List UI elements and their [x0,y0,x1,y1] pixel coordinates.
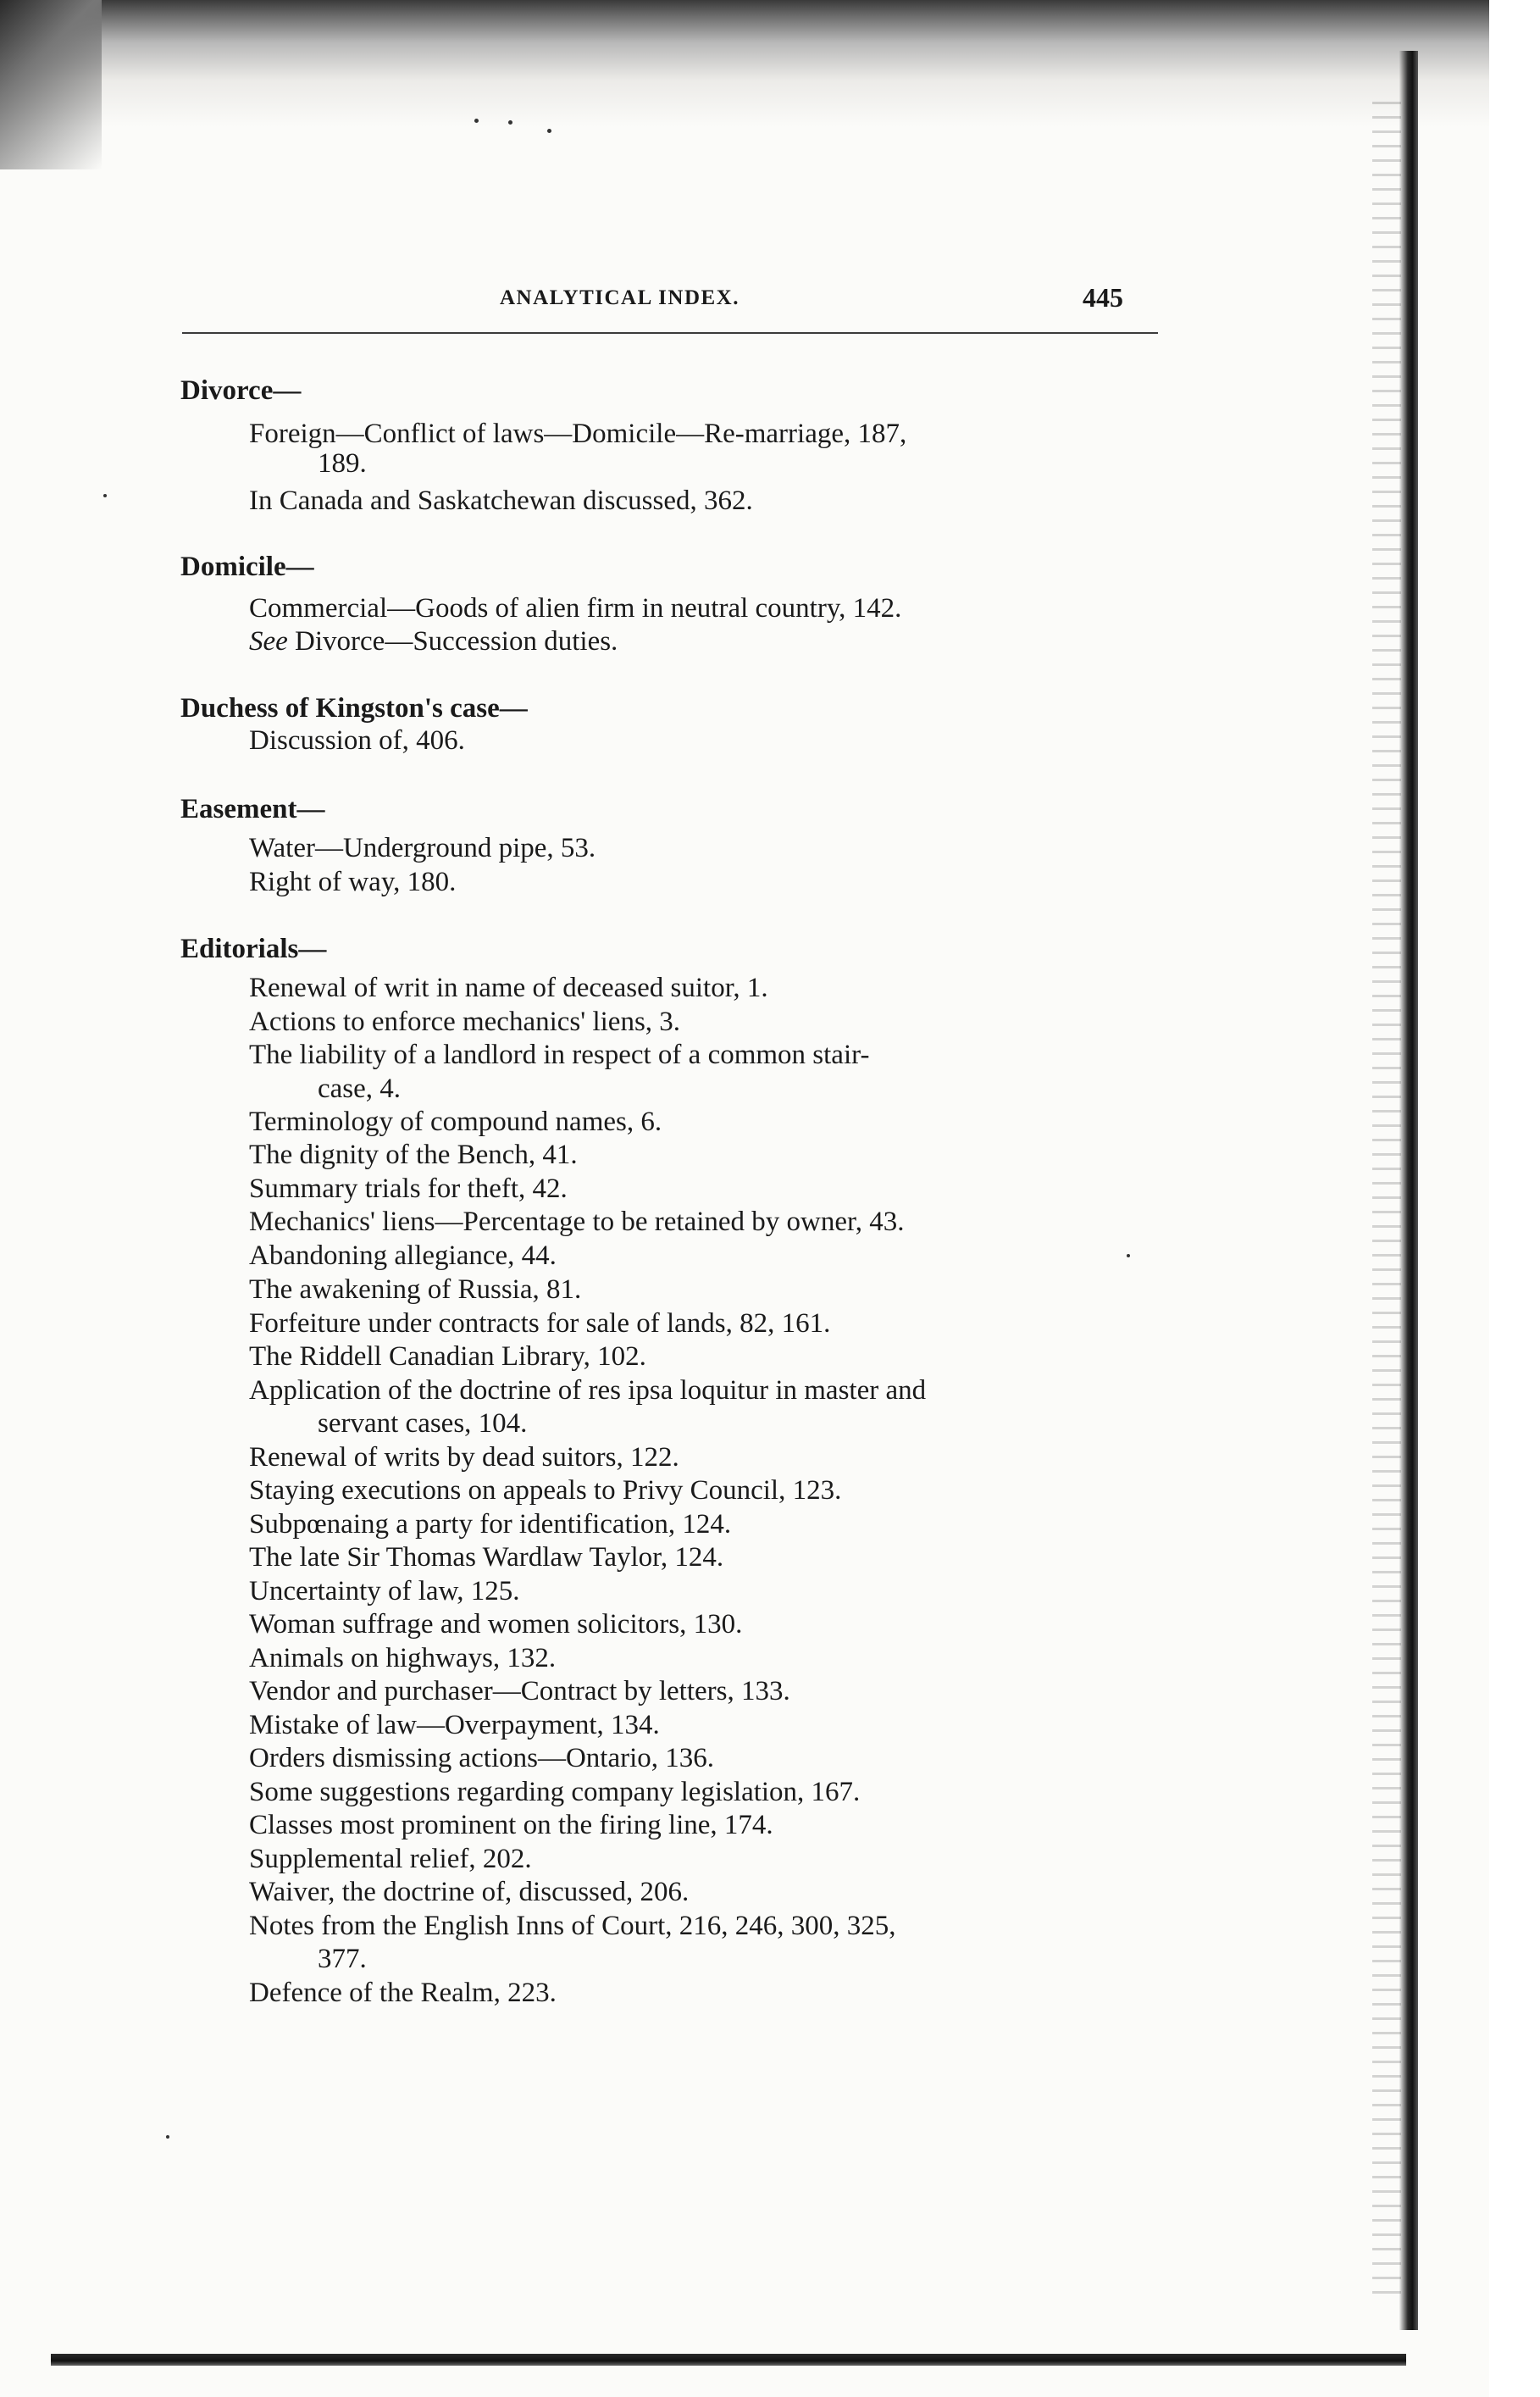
index-line: Subpœnaing a party for identification, 124. [249,1509,732,1540]
index-line: The late Sir Thomas Wardlaw Taylor, 124. [249,1542,724,1573]
index-heading-domicile: Domicile— [180,552,314,582]
scan-dust [1127,1254,1130,1257]
index-line: Abandoning allegiance, 44. [249,1240,557,1271]
index-line: Foreign—Conflict of laws—Domicile—Re-marriage, 187, [249,419,907,449]
index-line: Woman suffrage and women solicitors, 130. [249,1609,743,1640]
index-line: Uncertainty of law, 125. [249,1576,520,1606]
scan-dust [166,2135,169,2139]
index-line-see-also [249,628,618,656]
index-line: 377. [318,1944,367,1974]
index-heading-duchess-of-kingstons-case: Duchess of Kingston's case— [180,693,528,724]
index-line: Renewal of writs by dead suitors, 122. [249,1442,679,1473]
index-line: Animals on highways, 132. [249,1643,557,1673]
index-line: Application of the doctrine of res ipsa loquitur in master and [249,1375,927,1406]
index-line: Water—Underground pipe, 53. [249,833,596,863]
index-line: Right of way, 180. [249,867,457,897]
index-line: servant cases, 104. [318,1408,528,1439]
index-line: Classes most prominent on the firing line, 174. [249,1810,773,1840]
scan-speckle-right [1372,102,1401,2305]
index-line: case, 4. [318,1074,402,1104]
index-line: The dignity of the Bench, 41. [249,1140,578,1170]
scan-shadow-bottom [51,2354,1406,2366]
index-line: Supplemental relief, 202. [249,1844,532,1874]
index-line: In Canada and Saskatchewan discussed, 362. [249,486,753,516]
scan-dust [508,120,512,125]
header-rule [182,332,1158,334]
page-number: 445 [1083,282,1123,313]
scan-dust [103,494,107,497]
index-line: Mistake of law—Overpayment, 134. [249,1710,660,1740]
see-label: See [249,626,288,657]
scan-shadow-right [1399,51,1418,2330]
index-line: Discussion of, 406. [249,725,465,756]
page-margin-right [1489,0,1540,2397]
scan-dust [547,129,551,133]
index-line: Summary trials for theft, 42. [249,1174,568,1204]
index-line: 189. [318,448,367,479]
index-heading-easement: Easement— [180,794,325,824]
scan-shadow-top [0,0,1540,127]
index-line: The Riddell Canadian Library, 102. [249,1341,646,1372]
index-heading-divorce: Divorce— [180,375,302,406]
index-line: Vendor and purchaser—Contract by letters, 133. [249,1676,790,1706]
index-line: Notes from the English Inns of Court, 216, 246, 300, 325, [249,1911,896,1941]
running-head-title: ANALYTICAL INDEX. [500,286,740,309]
scan-dust [474,119,479,123]
scan-shadow-corner [0,0,102,169]
index-line: Commercial—Goods of alien firm in neutral country, 142. [249,593,902,624]
index-line: The liability of a landlord in respect of a common stair- [249,1040,870,1070]
index-line: Orders dismissing actions—Ontario, 136. [249,1743,715,1773]
index-line: Waiver, the doctrine of, discussed, 206. [249,1877,690,1907]
index-line: Some suggestions regarding company legislation, 167. [249,1777,861,1807]
index-line: Renewal of writ in name of deceased suitor, 1. [249,973,768,1003]
index-line: Forfeiture under contracts for sale of lands, 82, 161. [249,1308,831,1339]
index-line: The awakening of Russia, 81. [249,1274,582,1305]
index-line: Mechanics' liens—Percentage to be retained by owner, 43. [249,1207,905,1237]
index-line: Defence of the Realm, 223. [249,1978,557,2008]
index-heading-editorials: Editorials— [180,934,327,964]
index-line: Terminology of compound names, 6. [249,1107,662,1137]
index-line: Staying executions on appeals to Privy Council, 123. [249,1475,842,1506]
see-reference: Divorce—Succession duties. [295,626,618,657]
index-line: Actions to enforce mechanics' liens, 3. [249,1007,681,1037]
